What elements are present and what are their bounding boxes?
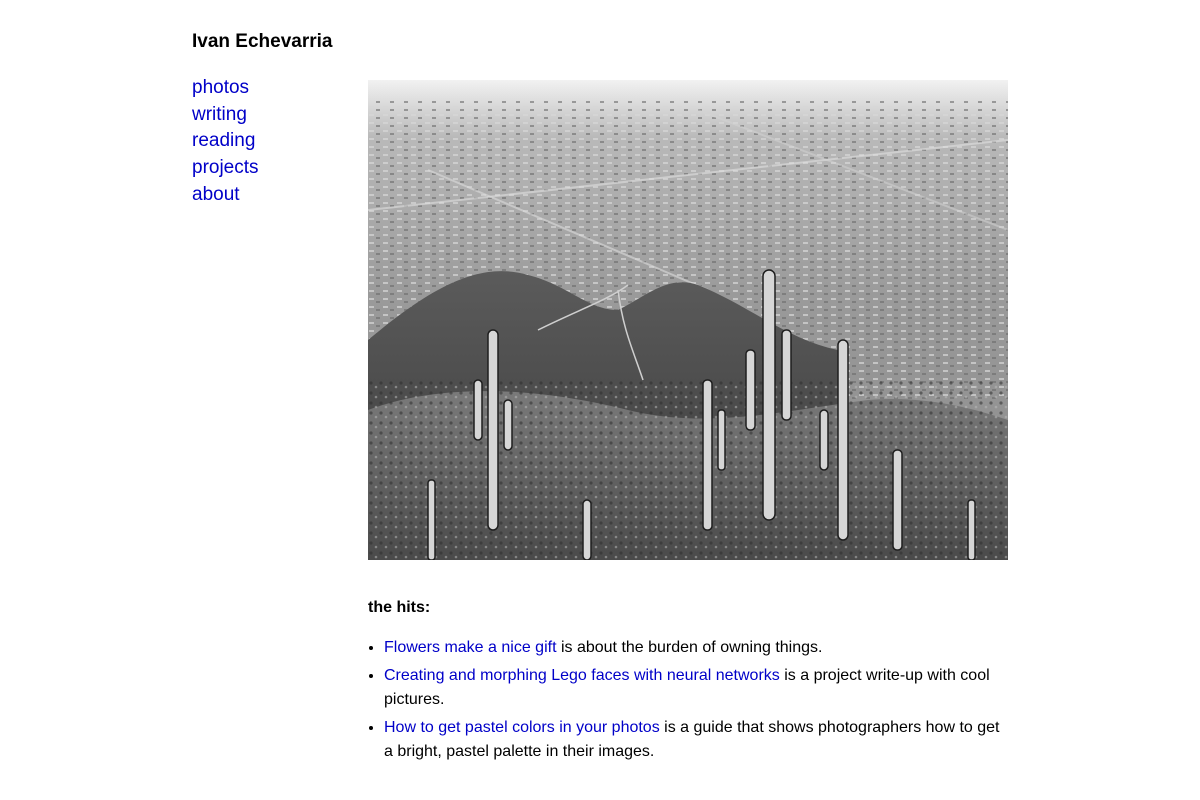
nav-item-writing [192, 102, 259, 129]
site-nav [192, 75, 259, 209]
hit-description: is a project write-up with cool pictures. [384, 667, 990, 708]
hit-link-pastel-colors[interactable]: How to get pastel colors in your photos [384, 719, 660, 736]
hits-heading: the hits: [368, 599, 431, 616]
nav-link-photos[interactable]: photos [192, 77, 250, 98]
hit-description: is about the burden of owning things. [556, 639, 823, 656]
nav-link-projects[interactable]: projects [192, 157, 259, 179]
nav-item-reading [192, 128, 259, 155]
nav-link-about[interactable]: about [192, 183, 240, 205]
hits-list [368, 636, 1008, 764]
nav-item-projects [192, 155, 259, 182]
nav-link-reading[interactable]: reading [192, 130, 256, 152]
site-title[interactable]: Ivan Echevarria [192, 31, 333, 52]
list-item [384, 636, 1008, 660]
hit-description: is a guide that shows photographers how to get a bright, pastel palette in their images. [384, 719, 1000, 760]
nav-link-writing[interactable]: writing [192, 103, 247, 125]
nav-item-photos [192, 75, 259, 102]
list-item [384, 664, 1008, 712]
nav-item-about [192, 182, 259, 209]
hit-link-lego-faces[interactable]: Creating and morphing Lego faces with neural networks [384, 667, 780, 684]
hero-photo [368, 80, 1008, 560]
list-item [384, 716, 1008, 764]
hit-link-flowers[interactable]: Flowers make a nice gift [384, 639, 557, 656]
main-content [368, 80, 1008, 768]
